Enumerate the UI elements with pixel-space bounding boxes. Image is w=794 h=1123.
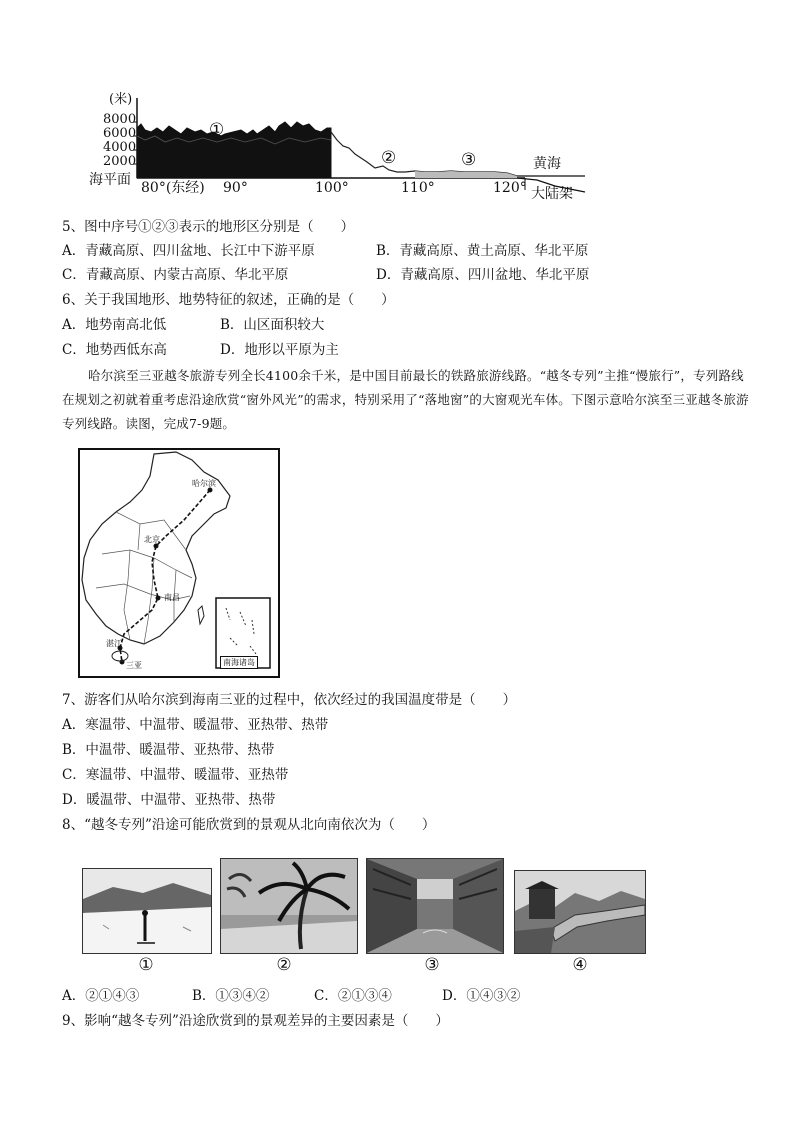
question-8-option-c[interactable]: C．②①③④ bbox=[314, 988, 392, 1004]
plateau-profile bbox=[137, 122, 331, 178]
question-8-stem: 8、“越冬专列”沿途可能欣赏到的景观从北向南依次为（ ） bbox=[62, 817, 436, 833]
question-6-option-d[interactable]: D．地形以平原为主 bbox=[220, 342, 339, 358]
question-7-stem: 7、游客们从哈尔滨到海南三亚的过程中，依次经过的我国温度带是（ ） bbox=[62, 692, 517, 708]
question-7-option-d[interactable]: D．暖温带、中温带、亚热带、热带 bbox=[62, 792, 276, 808]
marker-1: ① bbox=[209, 120, 225, 140]
question-7-option-c[interactable]: C．寒温带、中温带、暖温带、亚热带 bbox=[62, 767, 289, 783]
x-tick-100: 100° bbox=[315, 180, 349, 196]
question-8-option-d[interactable]: D．①④③② bbox=[442, 988, 521, 1004]
photo-number-4: ④ bbox=[572, 955, 588, 975]
terrain-line bbox=[331, 132, 517, 176]
y-tick-6000: 6000 bbox=[103, 126, 137, 141]
question-6-stem: 6、关于我国地形、地势特征的叙述，正确的是（ ） bbox=[62, 292, 395, 308]
question-7-option-b[interactable]: B．中温带、暖温带、亚热带、热带 bbox=[62, 742, 275, 758]
nanchang-dot bbox=[156, 596, 161, 601]
reading-passage: 哈尔滨至三亚越冬旅游专列全长4100余千米，是中国目前最长的铁路旅游线路。“越冬专列”主推“慢旅行”，专列路线在规划之初就着重考虑沿途欣赏“窗外风光”的需求，特别采用了“落地窗”的大窗观光车体。下图示意哈尔滨至三亚越冬旅游专列线路。读图，完成7-9题。 bbox=[62, 368, 749, 431]
landscape-photo-4 bbox=[514, 870, 646, 954]
question-5-option-c[interactable]: C．青藏高原、内蒙古高原、华北平原 bbox=[62, 267, 289, 283]
question-5-option-a[interactable]: A．青藏高原、四川盆地、长江中下游平原 bbox=[62, 243, 315, 259]
x-tick-110: 110° bbox=[401, 180, 435, 196]
question-8-option-b[interactable]: B．①③④② bbox=[192, 988, 270, 1004]
marker-2: ② bbox=[381, 148, 397, 168]
landscape-photo-3 bbox=[366, 858, 504, 954]
question-9-stem: 9、影响“越冬专列”沿途欣赏到的景观差异的主要因素是（ ） bbox=[62, 1013, 449, 1029]
question-6-option-b[interactable]: B．山区面积较大 bbox=[220, 317, 325, 333]
train-route-line bbox=[120, 490, 210, 662]
x-tick-90: 90° bbox=[223, 180, 248, 196]
x-tick-120: 120° bbox=[493, 180, 527, 196]
map-label-sanya: 三亚 bbox=[126, 661, 142, 670]
question-6-option-c[interactable]: C．地势西低东高 bbox=[62, 342, 167, 358]
x-tick-80: 80°(东经) bbox=[141, 180, 205, 196]
map-inset-label: 南海诸岛 bbox=[220, 656, 258, 669]
map-label-beijing: 北京 bbox=[144, 535, 160, 544]
question-8-option-a[interactable]: A．②①④③ bbox=[62, 988, 140, 1004]
y-tick-2000: 2000 bbox=[103, 154, 137, 169]
route-map bbox=[78, 448, 280, 678]
shelf-label: 大陆架 bbox=[531, 186, 573, 202]
photo-number-2: ② bbox=[276, 955, 292, 975]
question-5-option-b[interactable]: B．青藏高原、黄土高原、华北平原 bbox=[376, 243, 589, 259]
map-label-zhanjiang: 湛江 bbox=[106, 639, 122, 648]
photo-number-3: ③ bbox=[424, 955, 440, 975]
question-6-option-a[interactable]: A．地势南高北低 bbox=[62, 317, 167, 333]
map-label-nanchang: 南昌 bbox=[164, 593, 180, 602]
y-tick-4000: 4000 bbox=[103, 140, 137, 155]
photo-number-1: ① bbox=[138, 955, 154, 975]
sea-label: 黄海 bbox=[533, 156, 561, 172]
marker-3: ③ bbox=[461, 150, 477, 170]
question-5-option-d[interactable]: D．青藏高原、四川盆地、华北平原 bbox=[376, 267, 590, 283]
profile-unit: (米) bbox=[109, 92, 133, 107]
map-label-harbin: 哈尔滨 bbox=[192, 479, 216, 488]
landscape-photo-2 bbox=[220, 858, 358, 954]
landscape-photo-1 bbox=[82, 868, 212, 954]
question-5-stem: 5、图中序号①②③表示的地形区分别是（ ） bbox=[62, 219, 355, 235]
question-7-option-a[interactable]: A．寒温带、中温带、暖温带、亚热带、热带 bbox=[62, 717, 329, 733]
sea-level-label: 海平面 bbox=[89, 172, 131, 188]
terrain-profile-figure bbox=[85, 92, 595, 204]
y-tick-8000: 8000 bbox=[103, 112, 137, 127]
